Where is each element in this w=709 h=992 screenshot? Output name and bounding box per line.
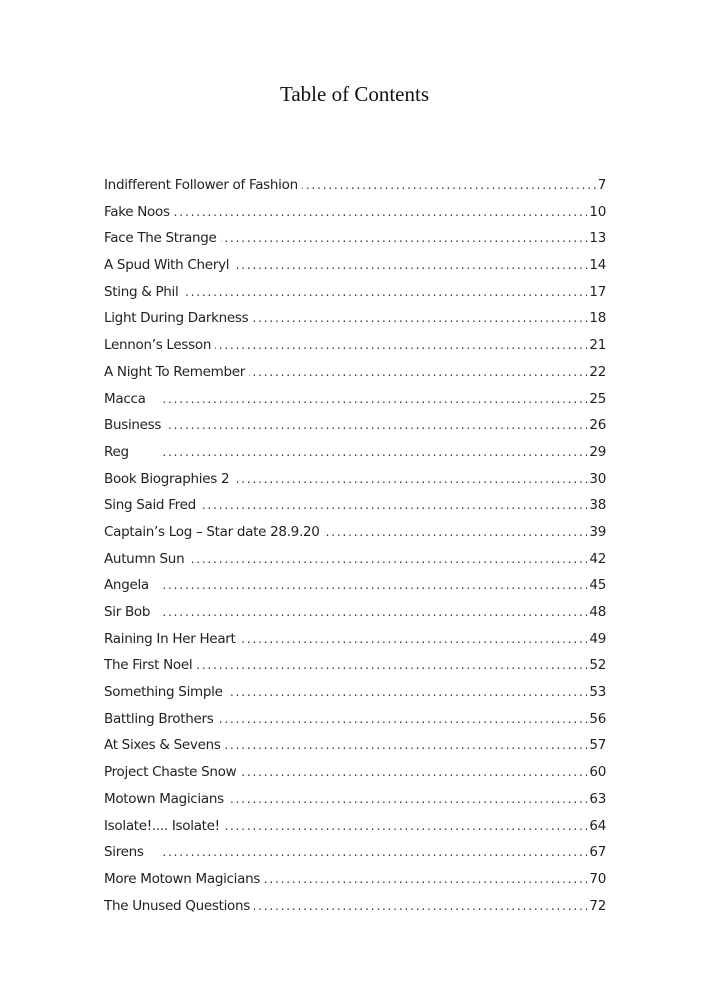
dot-leader [188, 546, 587, 573]
dot-leader [150, 386, 588, 413]
dot-leader [249, 359, 587, 386]
toc-entry-page: 67 [589, 844, 606, 861]
toc-entry-page: 39 [589, 523, 606, 540]
toc-entry-title: Sirens [104, 844, 144, 861]
toc-entry-page: 57 [589, 737, 606, 754]
dot-leader [264, 866, 587, 893]
toc-entry[interactable] [104, 599, 606, 626]
dot-leader [217, 706, 587, 733]
dot-leader [233, 466, 587, 493]
toc-entry-page: 26 [589, 417, 606, 434]
toc-entry[interactable] [104, 519, 606, 546]
dot-leader [233, 252, 587, 279]
dot-leader [225, 732, 588, 759]
dot-leader [215, 332, 587, 359]
toc-entry[interactable] [104, 252, 606, 279]
toc-entry-title: Battling Brothers [104, 710, 214, 727]
dot-leader [240, 626, 588, 653]
toc-entry-title: Sting & Phil [104, 283, 179, 300]
toc-entry-title: Captain’s Log – Star date 28.9.20 [104, 523, 320, 540]
page-title: Table of Contents [280, 82, 429, 106]
toc-entry[interactable] [104, 893, 606, 920]
toc-entry[interactable] [104, 572, 606, 599]
toc-entry-title: Isolate!.... Isolate! [104, 817, 220, 834]
dot-leader [240, 759, 587, 786]
toc-entry-title: Reg [104, 443, 129, 460]
toc-entry[interactable] [104, 839, 606, 866]
dot-leader [302, 172, 596, 199]
toc-entry[interactable] [104, 679, 606, 706]
toc-entry-title: Fake Noos [104, 203, 170, 220]
toc-entry[interactable] [104, 466, 606, 493]
dot-leader [200, 492, 588, 519]
toc-entry-title: Angela [104, 577, 149, 594]
toc-entry[interactable] [104, 759, 606, 786]
toc-entry[interactable] [104, 706, 606, 733]
toc-entry[interactable] [104, 652, 606, 679]
toc-entry[interactable] [104, 813, 606, 840]
toc-entry-page: 38 [589, 497, 606, 514]
toc-entry-page: 63 [589, 790, 606, 807]
toc-entry-title: Raining In Her Heart [104, 630, 236, 647]
toc-entry-page: 22 [589, 363, 606, 380]
toc-entry[interactable] [104, 332, 606, 359]
dot-leader [228, 786, 588, 813]
toc-entry[interactable] [104, 492, 606, 519]
dot-leader [227, 679, 588, 706]
toc-entry[interactable] [104, 359, 606, 386]
toc-entry-title: A Spud With Cheryl [104, 257, 230, 274]
toc-entry-page: 25 [589, 390, 606, 407]
toc-entry-title: Business [104, 417, 162, 434]
dot-leader [224, 813, 588, 840]
toc-entry-page: 60 [589, 764, 606, 781]
toc-entry-title: Indifferent Follower of Fashion [104, 177, 298, 193]
toc-entry-page: 42 [589, 550, 606, 567]
toc-entry-title: Project Chaste Snow [104, 764, 237, 781]
dot-leader [324, 519, 588, 546]
toc-entry-page: 13 [589, 230, 606, 247]
toc-entry[interactable] [104, 732, 606, 759]
toc-entry-title: At Sixes & Sevens [104, 737, 221, 754]
toc-entry-title: Autumn Sun [104, 550, 185, 567]
toc-entry[interactable] [104, 786, 606, 813]
toc-entry-page: 64 [589, 817, 606, 834]
table-of-contents [104, 172, 606, 919]
toc-entry-page: 53 [589, 684, 606, 701]
toc-entry[interactable] [104, 279, 606, 306]
toc-entry-title: Something Simple [104, 684, 223, 701]
toc-entry-title: More Motown Magicians [104, 870, 261, 887]
dot-leader [221, 225, 588, 252]
toc-entry-page: 56 [589, 710, 606, 727]
toc-entry-page: 21 [589, 337, 606, 354]
toc-entry-page: 17 [589, 283, 606, 300]
toc-entry-title: Macca [104, 390, 146, 407]
dot-leader [133, 439, 588, 466]
toc-entry-page: 48 [589, 604, 606, 620]
toc-entry[interactable] [104, 412, 606, 439]
toc-entry-page: 7 [597, 177, 606, 193]
toc-entry[interactable] [104, 626, 606, 653]
toc-entry[interactable] [104, 439, 606, 466]
toc-entry-title: Sing Said Fred [104, 497, 196, 514]
toc-entry-page: 45 [589, 577, 606, 594]
dot-leader [153, 572, 588, 599]
dot-leader [196, 652, 587, 679]
dot-leader [154, 599, 587, 626]
toc-entry[interactable] [104, 305, 606, 332]
dot-leader [252, 305, 587, 332]
toc-entry-title: Sir Bob [104, 604, 151, 620]
toc-entry-title: A Night To Remember [104, 363, 246, 380]
toc-entry-page: 52 [589, 657, 606, 674]
toc-entry-title: Light During Darkness [104, 310, 249, 327]
toc-entry-page: 49 [589, 630, 606, 647]
toc-entry-page: 70 [589, 870, 606, 887]
toc-entry-title: The First Noel [104, 657, 193, 674]
toc-entry-title: The Unused Questions [104, 897, 251, 914]
dot-leader [254, 893, 587, 920]
toc-entry-title: Face The Strange [104, 230, 217, 247]
toc-entry-title: Book Biographies 2 [104, 470, 230, 487]
toc-entry-page: 18 [589, 310, 606, 327]
toc-entry[interactable] [104, 199, 606, 226]
toc-entry-page: 72 [589, 897, 606, 914]
toc-entry[interactable] [104, 866, 606, 893]
toc-entry-title: Lennon’s Lesson [104, 337, 212, 354]
dot-leader [174, 199, 588, 226]
dot-leader [182, 279, 587, 306]
toc-entry-page: 29 [589, 443, 606, 460]
toc-entry[interactable] [104, 386, 606, 413]
toc-entry-page: 14 [589, 257, 606, 274]
toc-entry[interactable] [104, 546, 606, 573]
toc-entry-page: 10 [589, 203, 606, 220]
toc-entry[interactable] [104, 172, 606, 199]
dot-leader [165, 412, 587, 439]
toc-entry-title: Motown Magicians [104, 790, 224, 807]
toc-entry[interactable] [104, 225, 606, 252]
toc-entry-page: 30 [589, 470, 606, 487]
dot-leader [148, 839, 588, 866]
